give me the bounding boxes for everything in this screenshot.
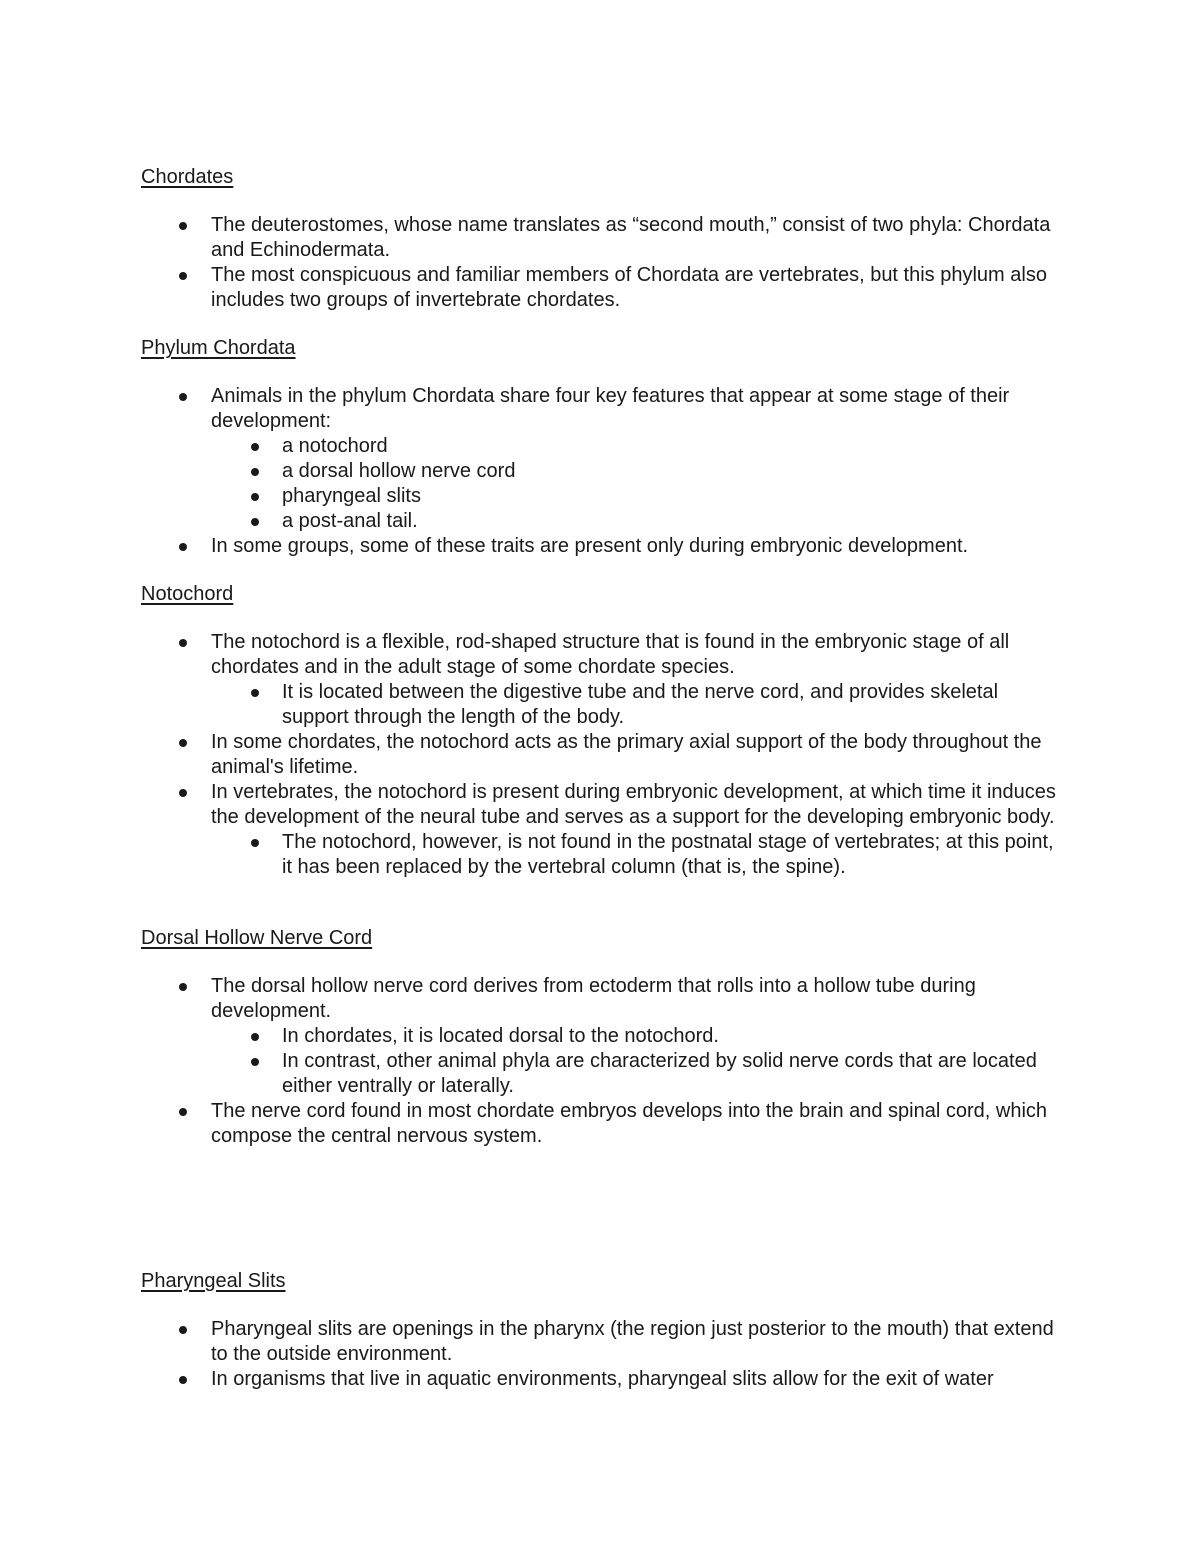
bullet-icon — [179, 1108, 187, 1116]
list-item: In some chordates, the notochord acts as the primary axial support of the body throughout the animal's lifetime. — [0, 730, 1200, 780]
bullet-icon — [251, 1033, 259, 1041]
list-item: In some groups, some of these traits are present only during embryonic development. — [0, 534, 1200, 559]
sub-list-item: a notochord — [0, 434, 1200, 459]
section-heading-notochord: Notochord — [141, 583, 234, 605]
section-heading-dorsal-hollow-nerve-cord: Dorsal Hollow Nerve Cord — [141, 927, 373, 949]
list-item: In vertebrates, the notochord is present during embryonic development, at which time it induces the development of the neural tube and serves as a support for the developing embryonic body. — [0, 780, 1200, 830]
bullet-icon — [251, 689, 259, 697]
section-heading-chordates: Chordates — [141, 166, 234, 188]
bullet-list-pharyngeal-slits — [0, 1317, 1200, 1392]
bullet-icon — [251, 468, 259, 476]
bullet-icon — [179, 1376, 187, 1384]
sub-list-item: In chordates, it is located dorsal to the notochord. — [0, 1024, 1200, 1049]
section-heading-pharyngeal-slits: Pharyngeal Slits — [141, 1270, 286, 1292]
bullet-icon — [251, 518, 259, 526]
list-item: The deuterostomes, whose name translates as “second mouth,” consist of two phyla: Chordata and Echinodermata. — [0, 213, 1200, 263]
list-item: The nerve cord found in most chordate embryos develops into the brain and spinal cord, which compose the central nervous system. — [0, 1099, 1200, 1149]
bullet-icon — [251, 443, 259, 451]
list-item: The notochord is a flexible, rod-shaped structure that is found in the embryonic stage of all chordates and in the adult stage of some chordate species. — [0, 630, 1200, 680]
section-heading-phylum-chordata: Phylum Chordata — [141, 337, 296, 359]
sub-list-item: a dorsal hollow nerve cord — [0, 459, 1200, 484]
bullet-list-phylum-chordata — [0, 384, 1200, 559]
bullet-icon — [251, 1058, 259, 1066]
list-item: Animals in the phylum Chordata share four key features that appear at some stage of their development: — [0, 384, 1200, 434]
bullet-icon — [179, 393, 187, 401]
bullet-icon — [179, 639, 187, 647]
sub-list-item: In contrast, other animal phyla are characterized by solid nerve cords that are located either ventrally or laterally. — [0, 1049, 1200, 1099]
list-item: Pharyngeal slits are openings in the pharynx (the region just posterior to the mouth) that extend to the outside environment. — [0, 1317, 1200, 1367]
bullet-list-notochord — [0, 630, 1200, 880]
bullet-icon — [179, 272, 187, 280]
bullet-icon — [179, 543, 187, 551]
list-item: The most conspicuous and familiar members of Chordata are vertebrates, but this phylum also includes two groups of invertebrate chordates. — [0, 263, 1200, 313]
bullet-list-chordates — [0, 213, 1200, 313]
sub-list-item: a post-anal tail. — [0, 509, 1200, 534]
list-item: The dorsal hollow nerve cord derives from ectoderm that rolls into a hollow tube during development. — [0, 974, 1200, 1024]
bullet-icon — [251, 839, 259, 847]
bullet-icon — [179, 983, 187, 991]
sub-list-item: It is located between the digestive tube and the nerve cord, and provides skeletal support through the length of the body. — [0, 680, 1200, 730]
list-item: In organisms that live in aquatic environments, pharyngeal slits allow for the exit of water — [0, 1367, 1200, 1392]
bullet-icon — [179, 1326, 187, 1334]
bullet-icon — [179, 222, 187, 230]
sub-list-item: pharyngeal slits — [0, 484, 1200, 509]
bullet-icon — [251, 493, 259, 501]
bullet-icon — [179, 739, 187, 747]
sub-list-item: The notochord, however, is not found in the postnatal stage of vertebrates; at this point, it has been replaced by the vertebral column (that is, the spine). — [0, 830, 1200, 880]
bullet-list-dorsal-hollow-nerve-cord — [0, 974, 1200, 1149]
bullet-icon — [179, 789, 187, 797]
